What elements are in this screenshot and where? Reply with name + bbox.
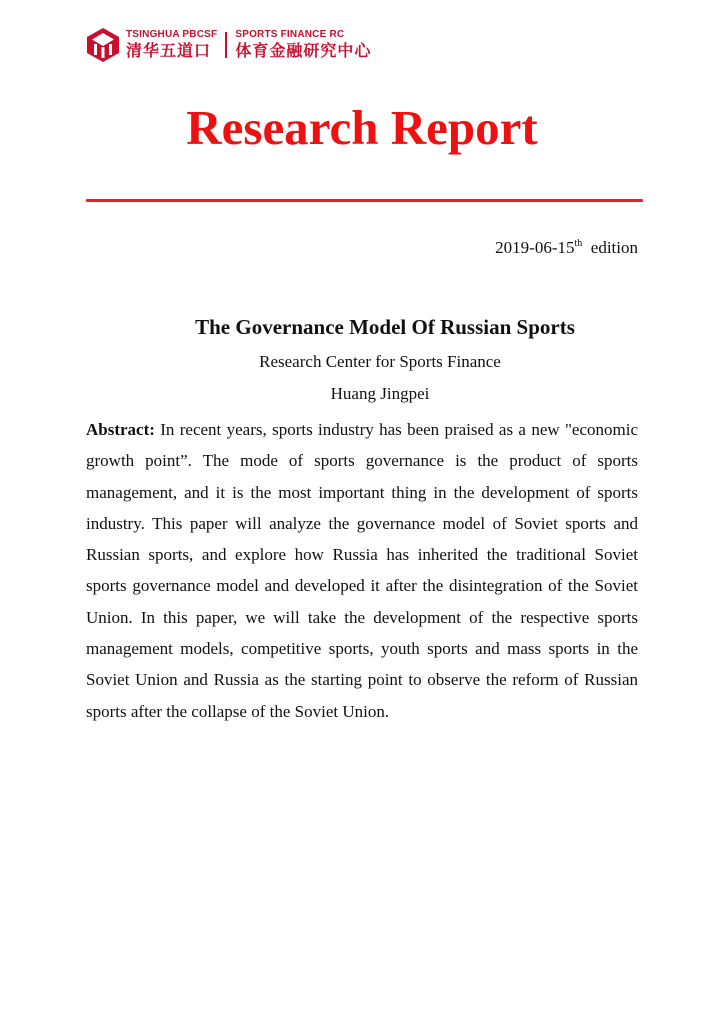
tsinghua-logo-icon: [86, 27, 120, 63]
edition-line: [495, 238, 638, 258]
abstract: [86, 414, 638, 727]
affiliation: Research Center for Sports Finance: [259, 352, 501, 371]
abstract-label: Abstract:: [86, 420, 155, 439]
edition-date: 2019-06-15: [495, 238, 575, 257]
author: Huang Jingpei: [330, 384, 430, 403]
sports-finance-logo-text: [235, 29, 371, 61]
logo-en: TSINGHUA PBCSF: [126, 29, 218, 40]
page-header: [86, 26, 371, 64]
center-cn: 体育金融研究中心: [235, 41, 372, 60]
paper-title: The Governance Model Of Russian Sports: [195, 315, 575, 339]
title-divider: [86, 199, 643, 202]
edition-sup: th: [574, 238, 583, 249]
logo-cn: 清华五道口: [126, 41, 212, 60]
logo-divider: [225, 32, 227, 58]
edition-label: edition: [590, 238, 638, 257]
center-en: SPORTS FINANCE RC: [235, 29, 345, 40]
report-title: Research Report: [186, 100, 538, 155]
abstract-text: In recent years, sports industry has been praised as a new "economic growth point”. The mode of sports governance is the product of sports management, and it is the most important thing in the development of sports industry. This paper will analyze the governance model of Soviet sports and Russian sports, and explore how Russia has inherited the traditional Soviet sports governance model and developed it after the disintegration of the Soviet Union. In this paper, we will take the development of the respective sports management models, competitive sports, youth sports and mass sports in the Soviet Union and Russia as the starting point to observe the reform of Russian sports after the collapse of the Soviet Union.: [86, 420, 638, 721]
pbcsf-logo-text: [126, 29, 217, 61]
